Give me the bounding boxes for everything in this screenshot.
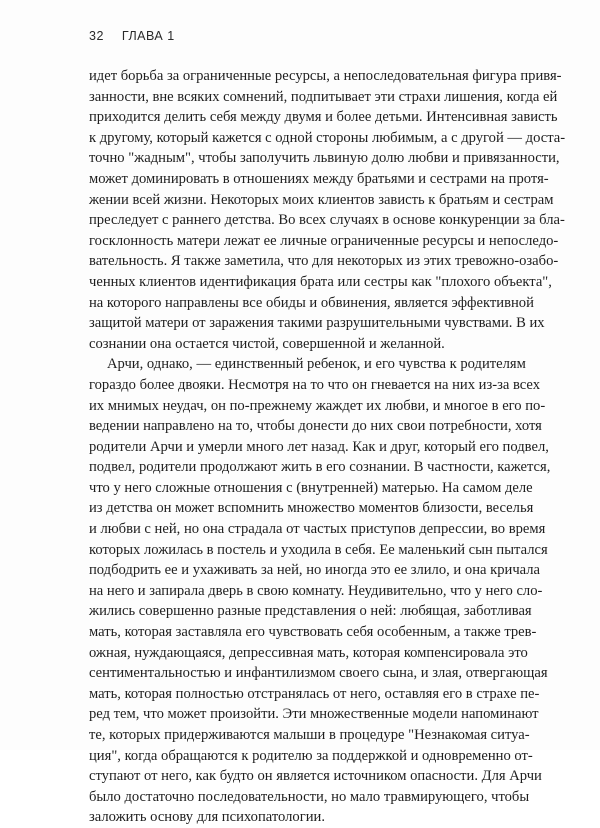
text-line: которых ложилась в постель и уходила в себя. Ее маленький сын пытался [89, 541, 548, 558]
text-line: защитой матери от заражения такими разрушительными чувствами. В их [89, 315, 545, 332]
text-line: сентиментальностью и инфантилизмом своего сына, и злая, отвергающая [89, 665, 548, 682]
text-line: родители Арчи и умерли много лет назад. Как и друг, который его подвел, [89, 438, 549, 455]
text-line: что у него сложные отношения с (внутренней) матерью. На самом деле [89, 479, 533, 496]
text-line: Арчи, однако, — единственный ребенок, и его чувства к родителям [107, 356, 526, 373]
text-line: преследует с раннего детства. Во всех случаях в основе конкуренции за бла- [89, 212, 565, 229]
text-line: может доминировать в отношениях между братьями и сестрами на протя- [89, 170, 549, 187]
text-line: к другому, который кажется с одной стороны любимым, а с другой — доста- [89, 129, 566, 146]
text-line: ожная, нуждающаяся, депрессивная мать, которая компенсировала это [89, 644, 528, 661]
text-line: гораздо более двояки. Несмотря на то что он гневается на них из-за всех [89, 376, 541, 393]
text-line: из детства он может вспомнить множество моментов близости, веселья [89, 500, 534, 517]
text-line: те, которых придерживаются малыши в процедуре "Незнакомая ситуа- [89, 727, 530, 743]
paragraph-2 [89, 354, 551, 828]
text-line: занности, вне всяких сомнений, подпитывает эти страхи лишения, когда ей [89, 88, 558, 105]
text-line: мать, которая заставляла его чувствовать себя особенным, а также трев- [89, 624, 537, 641]
text-line: госклонность матери лежат ее личные ограниченные ресурсы и непоследо- [89, 232, 559, 249]
text-line: ступают от него, как будто он является источником опасности. Для Арчи [89, 768, 542, 785]
text-line: на которого направлены все обиды и обвинения, является эффективной [89, 294, 534, 311]
running-head [89, 29, 175, 43]
text-line: было достаточно последовательности, но мало травмирующего, чтобы [89, 788, 530, 805]
text-line: идет борьба за ограниченные ресурсы, а непоследовательная фигура привя- [89, 68, 562, 84]
text-line: подвел, родители продолжают жить в его сознании. В частности, кажется, [89, 459, 551, 476]
page-number: 32 [89, 29, 104, 43]
text-line: заложить основу для психопатологии. [89, 809, 325, 826]
text-line: мать, которая полностью отстранялась от него, оставляя его в страхе пе- [89, 685, 540, 702]
text-line: ведении направлено на то, чтобы донести до них свои потребности, хотя [89, 418, 542, 435]
text-line: вательность. Я также заметила, что для некоторых из этих тревожно-озабо- [89, 253, 559, 270]
text-line: ция", когда обращаются к родителю за поддержкой и одновременно от- [89, 747, 533, 764]
text-line: ченных клиентов идентификация брата или сестры как "плохого объекта", [89, 273, 552, 290]
text-line: жились совершенно разные представления о ней: любящая, заботливая [89, 603, 532, 620]
text-line: сознании она остается чистой, совершенной и желанной. [89, 335, 445, 352]
paragraph-1 [89, 66, 566, 354]
text-line: их мнимых неудач, он по-прежнему жаждет их любви, и многое в его по- [89, 397, 546, 414]
text-line: и любви с ней, но она страдала от частых приступов депрессии, во время [89, 521, 546, 538]
text-line: жении всей жизни. Некоторых моих клиентов зависть к братьям и сестрам [89, 191, 554, 208]
text-line: приходится делить себя между двумя и более детьми. Интенсивная зависть [89, 109, 558, 126]
text-line: на него и запирала дверь в свою комнату. Неудивительно, что у него сло- [89, 582, 543, 599]
body-text [89, 66, 566, 828]
chapter-title: ГЛАВА 1 [121, 29, 175, 43]
text-line: ред тем, что может произойти. Эти множественные модели напоминают [89, 706, 539, 723]
text-line: подбодрить ее и ухаживать за ней, но иногда это ее злило, и она кричала [89, 562, 541, 579]
text-line: точно "жадным", чтобы заполучить львиную долю любви и привязанности, [89, 150, 560, 167]
